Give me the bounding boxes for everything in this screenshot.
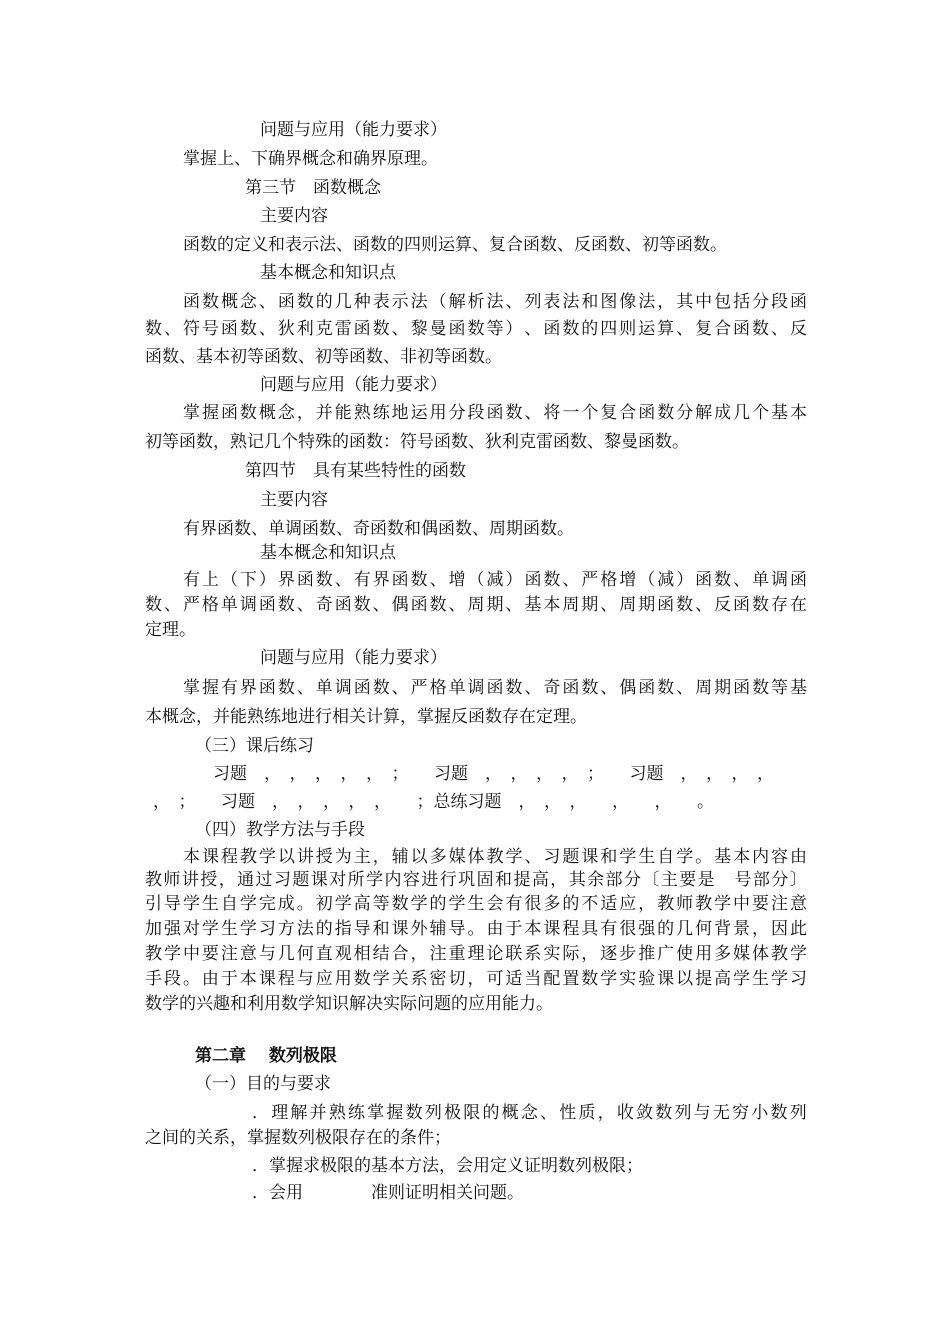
heading-main-content: 主要内容: [260, 490, 328, 510]
paragraph-line: 之间的关系，掌握数列极限存在的条件；: [145, 1128, 451, 1148]
paragraph-line: 掌 握 有 界 函 数 、 单 调 函 数 、 严 格 单 调 函 数 、 奇 函 数 、 偶 函 数 、 周 期 函 数 等 基: [183, 678, 807, 698]
paragraph-line: 掌 握 函 数 概 念 ， 并 能 熟 练 地 运 用 分 段 函 数 、 将 一 个 复 合 函 数 分 解 成 几 个 基 本: [183, 403, 807, 423]
paragraph-line: 本 课 程 教 学 以 讲 授 为 主 ， 辅 以 多 媒 体 教 学 、 习 题 课 和 学 生 自 学 。 基 本 内 容 由: [183, 847, 807, 867]
paragraph-line: 初等函数，熟记几个特殊的函数：符号函数、狄利克雷函数、黎曼函数。: [145, 432, 689, 452]
paragraph-line: 本概念，并能熟练地进行相关计算，掌握反函数存在定理。: [145, 707, 587, 727]
section-title: 第三节 函数概念: [245, 178, 381, 198]
paragraph-line: 数 、 严 格 单 调 函 数 、 奇 函 数 、 偶 函 数 、 周 期 、 基 本 周 期 、 周 期 函 数 、 反 函 数 存 在: [145, 595, 807, 615]
list-item: ．会用 准则证明相关问题。: [252, 1183, 524, 1203]
paragraph-line: 手 段 。 由 于 本 课 程 与 应 用 数 学 关 系 密 切 ， 可 适 当 配 置 数 学 实 验 课 以 提 高 学 生 学 习: [145, 969, 807, 989]
paragraph-line: 加 强 对 学 生 学 习 方 法 的 指 导 和 课 外 辅 导 。 由 于 本 课 程 具 有 很 强 的 几 何 背 景 ， 因 此: [145, 919, 807, 939]
heading-teaching-methods: （四）教学方法与手段: [195, 820, 365, 840]
paragraph-line: 教 学 中 要 注 意 与 几 何 直 观 相 结 合 ， 注 重 理 论 联 系 实 际 ， 逐 步 推 广 使 用 多 媒 体 教 学: [145, 944, 807, 964]
paragraph-line: 数学的兴趣和利用数学知识解决实际问题的应用能力。: [145, 994, 553, 1014]
paragraph-line: 函数、基本初等函数、初等函数、非初等函数。: [145, 347, 502, 367]
paragraph-line: 掌握上、下确界概念和确界原理。: [183, 149, 438, 169]
section-title: 第四节 具有某些特性的函数: [245, 461, 466, 481]
heading-problems-applications: 问题与应用（能力要求）: [260, 375, 447, 395]
list-item: ．掌握求极限的基本方法，会用定义证明数列极限；: [252, 1156, 643, 1176]
heading-basic-concepts: 基本概念和知识点: [260, 263, 396, 283]
heading-problems-applications: 问题与应用（能力要求）: [260, 648, 447, 668]
heading-basic-concepts: 基本概念和知识点: [260, 543, 396, 563]
paragraph-line: 函数的定义和表示法、函数的四则运算、复合函数、反函数、初等函数。: [183, 235, 727, 255]
paragraph-line: 有界函数、单调函数、奇函数和偶函数、周期函数。: [183, 519, 574, 539]
paragraph-line: 引 导 学 生 自 学 完 成 。 初 学 高 等 数 学 的 学 生 会 有 很 多 的 不 适 应 ， 教 师 教 学 中 要 注 意: [145, 894, 807, 914]
paragraph-line: 函 数 概 念 、 函 数 的 几 种 表 示 法 （ 解 析 法 、 列 表 法 和 图 像 法 ， 其 中 包 括 分 段 函: [183, 292, 807, 312]
heading-goals: （一）目的与要求: [195, 1074, 331, 1094]
exercise-list-line: 习题 ， ， ， ， ， ； 习题 ， ， ， ， ； 习题 ， ， ， ，: [213, 764, 774, 784]
paragraph-line: 定理。: [145, 620, 196, 640]
paragraph-line: 数 、 符 号 函 数 、 狄 利 克 雷 函 数 、 黎 曼 函 数 等 ） 、 函 数 的 四 则 运 算 、 复 合 函 数 、 反: [145, 319, 807, 339]
heading-exercises: （三）课后练习: [195, 736, 314, 756]
exercise-list-line: ， ； 习题 ， ， ， ， ， ；总练习题 ， ， ， ， ， 。: [153, 792, 714, 812]
heading-problems-applications: 问题与应用（能力要求）: [260, 120, 447, 140]
chapter-title: 第二章 数列极限: [195, 1046, 337, 1066]
heading-main-content: 主要内容: [260, 206, 328, 226]
paragraph-line: 教 师 讲 授 ， 通 过 习 题 课 对 所 学 内 容 进 行 巩 固 和 提 高 ， 其 余 部 分 〔 主 要 是 号 部 分 〕: [145, 870, 807, 890]
paragraph-line: 有 上 （ 下 ） 界 函 数 、 有 界 函 数 、 增 （ 减 ） 函 数 、 严 格 增 （ 减 ） 函 数 、 单 调 函: [183, 570, 807, 590]
list-item: ． 理 解 并 熟 练 掌 握 数 列 极 限 的 概 念 、 性 质 ， 收 敛 数 列 与 无 穷 小 数 列: [252, 1103, 807, 1123]
